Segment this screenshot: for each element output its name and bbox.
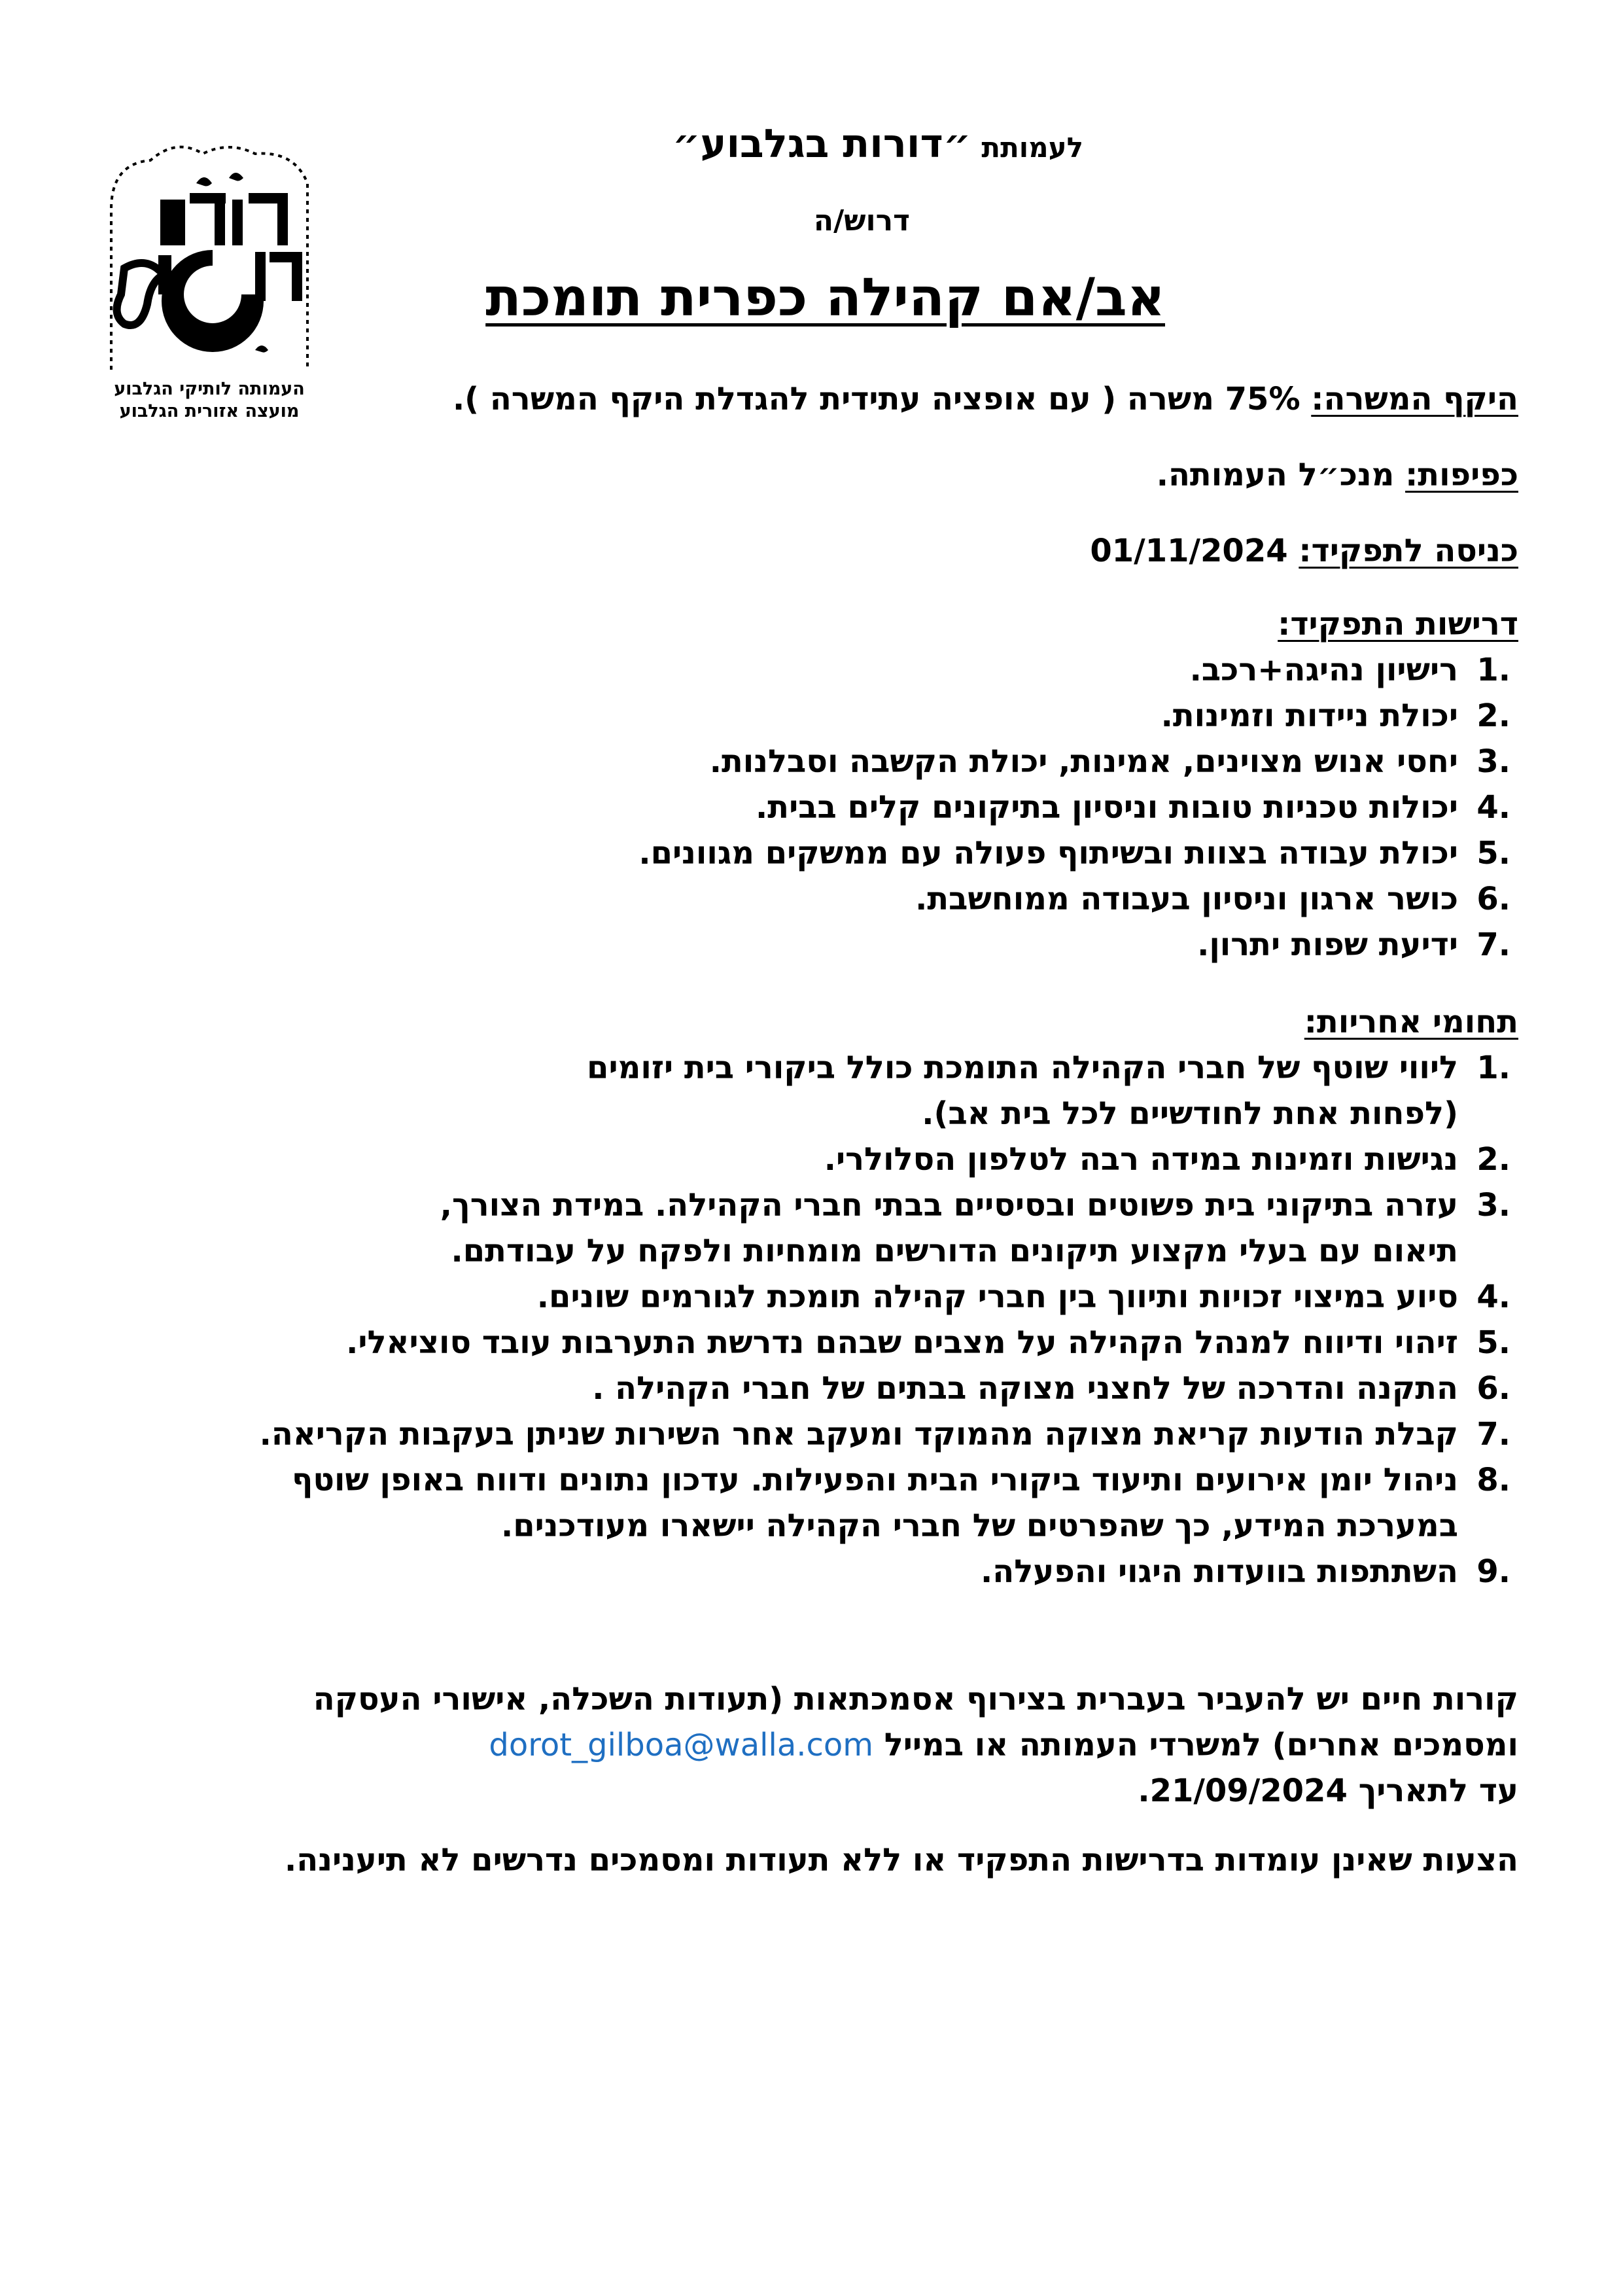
item-text-line-1: קבלת הודעות קריאת מצוקה מהמוקד ומעקב אחר השירות שניתן בעקבות הקריאה. <box>259 1416 1458 1453</box>
item-text-line-1: השתתפות בוועדות היגוי והפעלה. <box>980 1553 1458 1590</box>
item-text-line-1: ניהול יומן אירועים ותיעוד ביקורי הבית והפעילות. עדכון נתונים ודווח באופן שוטף <box>291 1462 1458 1498</box>
item-number: 2. <box>1476 1141 1510 1178</box>
list-item <box>92 647 1518 693</box>
list-item <box>92 693 1518 739</box>
list-item <box>92 830 1518 876</box>
closing-section <box>92 1676 1518 1883</box>
item-text: ידיעת שפות יתרון. <box>1197 927 1458 963</box>
closing-line-1: קורות חיים יש להעביר בעברית בצירוף אסמכתאות (תעודות השכלה, אישורי העסקה <box>313 1681 1518 1718</box>
email-link[interactable]: dorot_gilboa@walla.com <box>489 1727 874 1763</box>
field-scope <box>92 376 1518 422</box>
disclaimer: הצעות שאינן עומדות בדרישות התפקיד או ללא תעודות ומסמכים נדרשים לא תיענינה. <box>285 1842 1518 1879</box>
start-label: כניסה לתפקיד: <box>1299 533 1518 569</box>
field-subordination <box>92 452 1518 498</box>
item-number: 3. <box>1476 1187 1510 1224</box>
item-text: יכולת ניידות וזמינות. <box>1161 698 1458 734</box>
item-text: יחסי אנוש מצוינים, אמינות, יכולת הקשבה וסבלנות. <box>709 743 1458 780</box>
scope-value: 75% משרה ( עם אופציה עתידית להגדלת היקף המשרה ). <box>452 381 1300 417</box>
list-item <box>92 1182 1518 1274</box>
item-number: 1. <box>1476 652 1510 688</box>
start-value: 01/11/2024 <box>1090 533 1288 569</box>
closing-line-2 <box>92 1722 1518 1768</box>
list-item <box>92 739 1518 785</box>
list-item <box>92 785 1518 830</box>
list-item <box>92 1457 1518 1549</box>
organization-line <box>672 121 1083 167</box>
list-item <box>92 1366 1518 1411</box>
responsibilities-list <box>92 1045 1518 1595</box>
item-number: 5. <box>1476 1324 1510 1361</box>
item-text-line-1: זיהוי ודיווח למנהל הקהילה על מצבים שבהם נדרשת התערבות עובד סוציאלי. <box>346 1324 1458 1361</box>
item-text-line-1: עזרה בתיקוני בית פשוטים ובסיסיים בבתי חברי הקהילה. במידת הצורך, <box>440 1187 1458 1224</box>
field-start-date <box>92 528 1518 574</box>
job-title: אב/אם קהילה כפרית תומכת <box>485 267 1165 328</box>
deadline-date: 21/09/2024. <box>1138 1773 1348 1809</box>
logo-graphic <box>98 137 321 373</box>
posting-content <box>92 376 1518 1883</box>
list-item <box>92 1320 1518 1366</box>
item-number: 2. <box>1476 698 1510 734</box>
item-number: 1. <box>1476 1050 1510 1086</box>
list-item <box>92 1274 1518 1320</box>
list-item <box>92 1549 1518 1595</box>
logo-caption-line-1: העמותה לותיקי הגלבוע <box>114 379 305 399</box>
item-number: 4. <box>1476 789 1510 826</box>
requirements-heading: דרישות התפקיד: <box>1278 606 1518 643</box>
subordination-value: מנכ״ל העמותה. <box>1156 457 1395 493</box>
list-item <box>92 1137 1518 1182</box>
item-text: יכולות טכניות טובות וניסיון בתיקונים קלים בבית. <box>756 789 1458 826</box>
item-text: יכולת עבודה בצוות ובשיתוף פעולה עם ממשקים מגוונים. <box>638 835 1458 872</box>
subordination-label: כפיפות: <box>1405 457 1518 493</box>
list-item <box>92 922 1518 968</box>
item-number: 4. <box>1476 1279 1510 1315</box>
closing-line-2-text: ומסמכים אחרים) למשרדי העמותה או במייל <box>884 1727 1518 1763</box>
item-number: 7. <box>1476 1416 1510 1453</box>
list-item <box>92 1411 1518 1457</box>
item-text-line-2: (לפחות אחת לחודשיים לכל בית אב). <box>922 1095 1458 1132</box>
org-name: ״דורות בגלבוע״ <box>672 121 971 167</box>
item-number: 6. <box>1476 881 1510 917</box>
list-item <box>92 1045 1518 1137</box>
item-text-line-1: סיוע במיצוי זכויות ותיווך בין חברי קהילה תומכת לגורמים שונים. <box>536 1279 1458 1315</box>
item-text: כושר ארגון וניסיון בעבודה ממוחשבת. <box>915 881 1458 917</box>
item-text-line-2: במערכת המידע, כך שהפרטים של חברי הקהילה יישארו מעודכנים. <box>501 1508 1458 1544</box>
dorot-gilboa-logo <box>98 137 321 373</box>
item-number: 5. <box>1476 835 1510 872</box>
wanted-label: דרוש/ה <box>813 204 910 238</box>
scope-label: היקף המשרה: <box>1311 381 1518 417</box>
logo-caption-line-2: מועצה אזורית הגלבוע <box>119 401 300 421</box>
item-number: 6. <box>1476 1370 1510 1407</box>
org-prefix: לעמותת <box>981 132 1083 164</box>
item-text-line-1: ליווי שוטף של חברי הקהילה התומכת כולל ביקורי בית יזומים <box>587 1050 1458 1086</box>
item-text-line-1: נגישות וזמינות במידה רבה לטלפון הסלולרי. <box>824 1141 1458 1178</box>
responsibilities-heading: תחומי אחריות: <box>1304 1004 1518 1040</box>
item-number: 3. <box>1476 743 1510 780</box>
list-item <box>92 876 1518 922</box>
item-number: 7. <box>1476 927 1510 963</box>
deadline-line <box>92 1768 1518 1814</box>
item-number: 9. <box>1476 1553 1510 1590</box>
item-text: רישיון נהיגה+רכב. <box>1189 652 1458 688</box>
item-text-line-2: תיאום עם בעלי מקצוע תיקונים הדורשים מומחיות ולפקח על עבודתם. <box>451 1233 1458 1269</box>
requirements-list <box>92 647 1518 968</box>
deadline-prefix: עד לתאריך <box>1358 1773 1518 1809</box>
item-text-line-1: התקנה והדרכה של לחצני מצוקה בבתים של חברי הקהילה . <box>592 1370 1458 1407</box>
item-number: 8. <box>1476 1462 1510 1498</box>
